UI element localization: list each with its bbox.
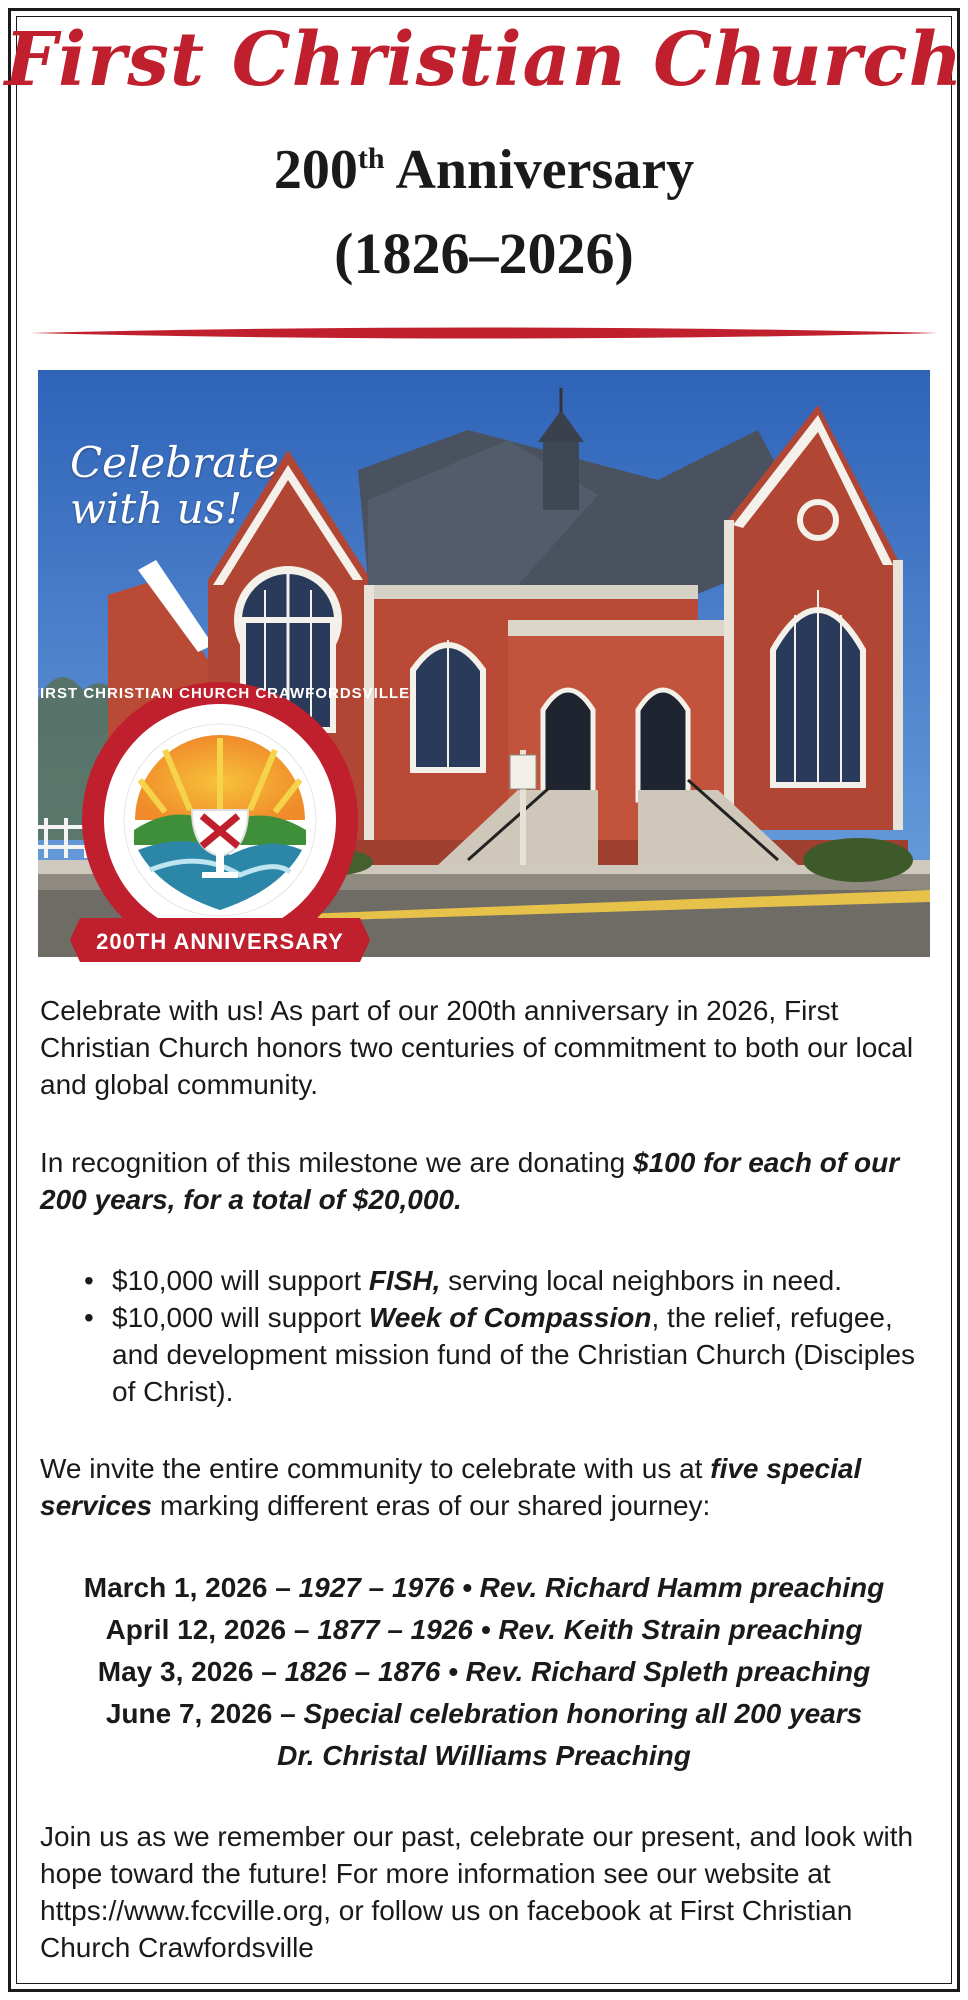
donation-bullets (40, 1262, 930, 1410)
bullet-emphasis: FISH, (368, 1265, 441, 1296)
celebrate-line-2: with us! (70, 484, 243, 534)
anniversary-number: 200 (273, 139, 358, 201)
service-row (0, 1651, 968, 1693)
service-date: June 7, 2026 (105, 1698, 273, 1729)
bullet-item (40, 1299, 930, 1410)
service-detail: 1927 – 1976 • Rev. Richard Hamm preaching (298, 1572, 885, 1603)
service-detail: Special celebration honoring all 200 years (303, 1698, 863, 1729)
invite-emphasis: five special services (40, 1453, 862, 1521)
anniversary-years: (1826–2026) (334, 221, 634, 286)
donation-prefix: In recognition of this milestone we are donating (40, 1147, 634, 1178)
service-separator: – (272, 1698, 304, 1729)
service-row (0, 1609, 968, 1651)
bullet-suffix: , the relief, refugee, and development mission fund of the Christian Church (Disciples of Christ). (112, 1302, 916, 1407)
seal-years-text: 1826-2026 (158, 972, 282, 992)
service-separator: – (253, 1656, 285, 1687)
service-date: May 3, 2026 (97, 1656, 254, 1687)
service-separator: – (286, 1614, 318, 1645)
anniversary-word: Anniversary (395, 139, 695, 201)
service-row (0, 1567, 968, 1609)
bullet-emphasis: Week of Compassion (368, 1302, 652, 1333)
invite-prefix: We invite the entire community to celebrate with us at (40, 1453, 711, 1484)
service-separator: – (267, 1572, 299, 1603)
donation-paragraph (40, 1144, 930, 1218)
photo-celebrate-overlay (70, 440, 310, 532)
invite-paragraph (40, 1450, 930, 1524)
seal-ribbon-text: 200TH ANNIVERSARY (96, 929, 344, 954)
invite-suffix: marking different eras of our shared journey: (152, 1490, 711, 1521)
service-detail: 1877 – 1926 • Rev. Keith Strain preaching (317, 1614, 863, 1645)
service-date: March 1, 2026 (83, 1572, 268, 1603)
celebrate-line-1: Celebrate (70, 438, 280, 487)
service-date: April 12, 2026 (105, 1614, 287, 1645)
closing-paragraph: Join us as we remember our past, celebrate our present, and look with hope toward the future! For more information see our website at https://www.fccville.org, or follow us on facebook at First Christian Church Crawfordsville (40, 1821, 914, 1963)
red-divider (30, 326, 938, 340)
anniversary-suffix: th (357, 142, 385, 175)
seal-arc-text: FIRST CHRISTIAN CHURCH CRAWFORDSVILLE (29, 685, 411, 702)
service-row (0, 1693, 968, 1735)
bullet-suffix: serving local neighbors in need. (440, 1265, 842, 1296)
service-extra-line: Dr. Christal Williams Preaching (277, 1740, 691, 1771)
bullet-prefix: $10,000 will support (112, 1265, 369, 1296)
anniversary-heading (0, 140, 968, 202)
service-schedule (0, 1567, 968, 1777)
service-detail: 1826 – 1876 • Rev. Richard Spleth preaching (284, 1656, 871, 1687)
bullet-prefix: $10,000 will support (112, 1302, 369, 1333)
donation-emphasis: $100 for each of our 200 years, for a total of $20,000. (40, 1147, 900, 1215)
church-name-heading: First Christian Church (4, 17, 964, 103)
bullet-item (40, 1262, 930, 1299)
intro-paragraph: Celebrate with us! As part of our 200th anniversary in 2026, First Christian Church honors two centuries of commitment to both our local and global community. (40, 995, 914, 1100)
